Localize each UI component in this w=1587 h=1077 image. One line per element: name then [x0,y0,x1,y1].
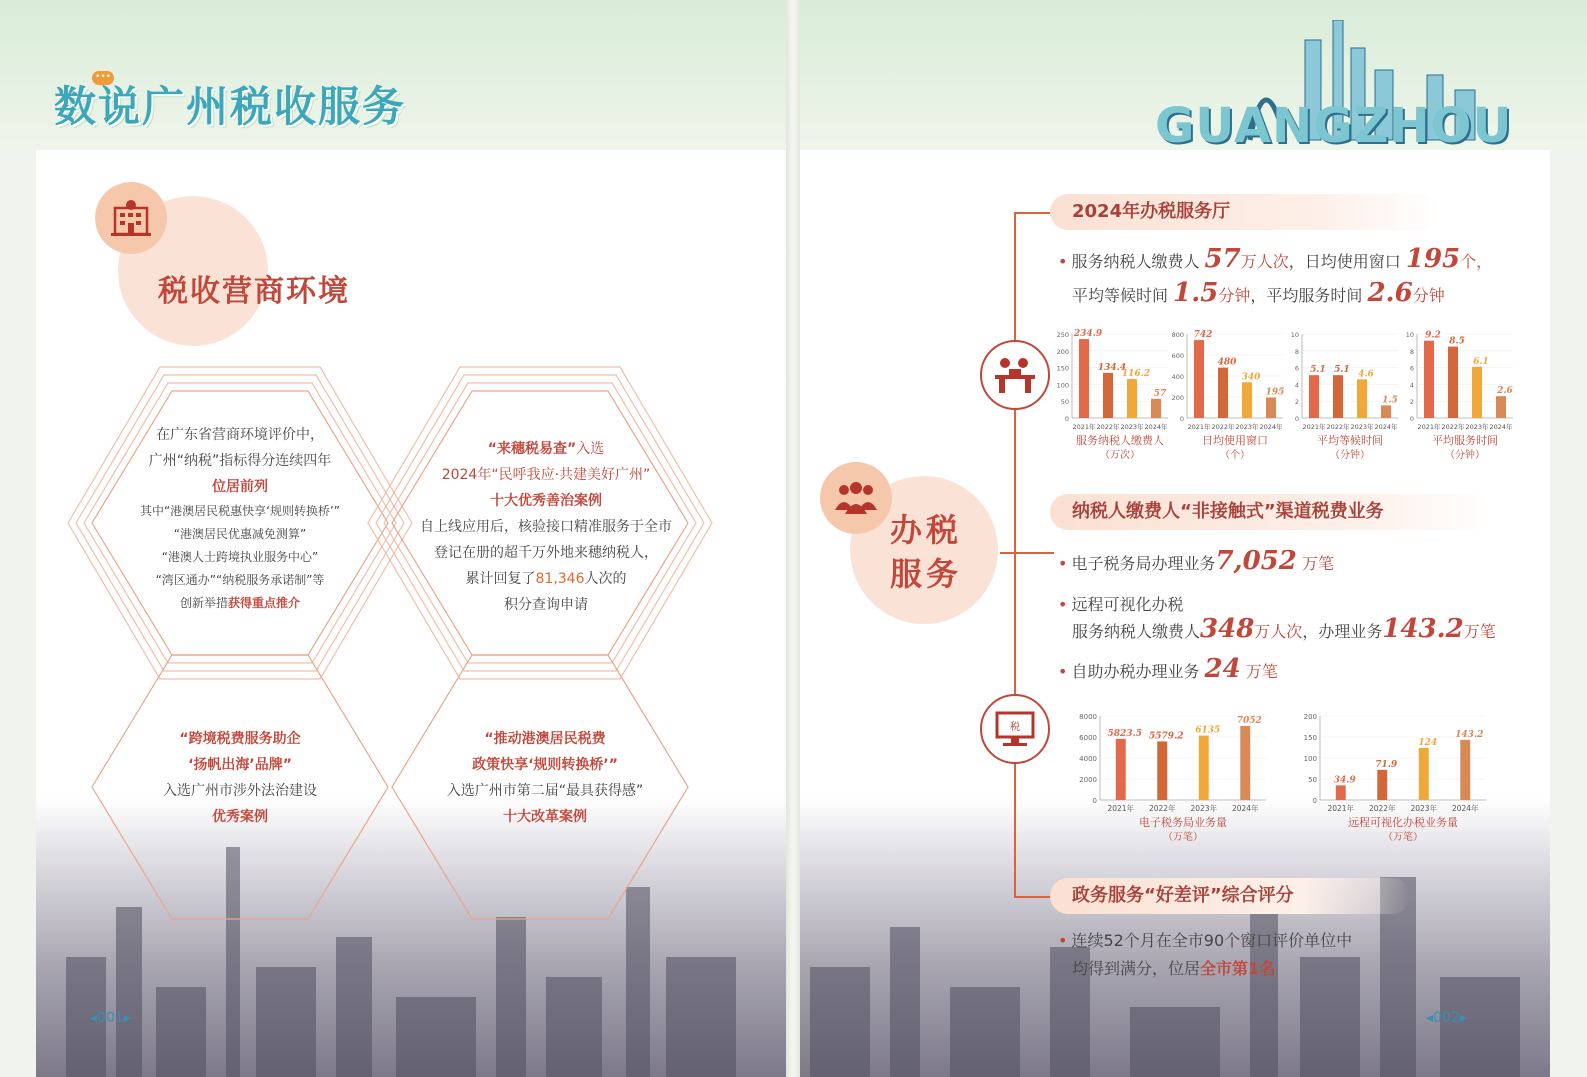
bar [1309,375,1319,418]
hex2-line: 登记在册的超千万外地来穗纳税人， [434,545,658,561]
y-tick-label: 50 [1308,776,1317,784]
stat-unit: 分钟 [1412,286,1445,305]
y-tick-label: 200 [1303,713,1317,721]
x-tick-label: 2023年 [1465,423,1489,431]
x-tick-label: 2024年 [1489,423,1513,431]
section-title-line: 服务 [890,555,963,593]
y-tick-label: 4 [1294,381,1299,390]
hex1-line: 在广东省营商环境评价中， [156,427,324,443]
stat-text: ，平均服务时间 [1250,286,1363,305]
data-label: 5.1 [1310,365,1326,376]
chart-unit: （分钟） [1330,450,1370,461]
hex4-line: 入选广州市第二届“最具获得感” [446,783,644,799]
y-tick-label: 800 [1171,331,1184,339]
x-tick-label: 2023年 [1190,804,1218,813]
data-label: 1.5 [1382,395,1398,406]
data-label: 34.9 [1333,775,1356,786]
x-tick-label: 2021年 [1417,423,1441,431]
chart-daily-windows [1165,326,1287,466]
stat-text: 服务纳税人缴费人 [1072,622,1201,641]
bar [1157,741,1167,800]
section-title-tax-service [890,508,962,596]
stat-text: 电子税务局办理业务 [1071,554,1216,573]
y-tick-label: 2000 [1079,776,1097,784]
stat-unit: 万笔 [1463,622,1496,641]
data-label: 71.9 [1375,759,1398,770]
hex1-highlight: 位居前列 [212,479,268,495]
timeline-branch [1014,896,1054,898]
data-label: 8.5 [1449,336,1465,347]
bar [1242,382,1252,418]
subsection-pill-service-hall: 2024年办税服务厅 [1050,194,1440,230]
data-label: 5.1 [1334,365,1350,376]
bar [1357,379,1367,418]
stat-line [1072,614,1496,644]
chart-unit: （个） [1220,450,1250,461]
hex4-highlight: “推动港澳居民税费 [484,731,606,747]
x-tick-label: 2021年 [1072,423,1096,431]
data-label: 480 [1217,357,1237,368]
hex-tax-query-case [396,436,696,618]
x-tick-label: 2024年 [1231,804,1259,813]
y-tick-label: 0 [1092,797,1097,805]
y-tick-label: 4000 [1079,755,1097,763]
y-tick-label: 10 [1290,331,1299,339]
page-number-text: 001 [97,1010,124,1026]
data-label: 5579.2 [1149,731,1184,742]
data-label: 124 [1418,737,1438,748]
stat-text: ，办理业务 [1302,622,1383,641]
hex2-line: 入选 [576,441,605,457]
subsection-pill-contactless: 纳税人缴费人“非接触式”渠道税费业务 [1050,494,1490,530]
tax-terminal-icon [980,694,1050,764]
x-tick-label: 2022年 [1441,423,1465,431]
bar [1240,726,1250,800]
stat-line [1072,278,1445,308]
section-title-business-env: 税收营商环境 [158,274,350,309]
hex1-line: “港澳人士跨境执业服务中心” [161,550,319,564]
bar [1333,375,1343,418]
bar [1103,373,1113,418]
y-tick-label: 2 [1294,398,1299,407]
page-number-left: ◂001▸ [90,1010,131,1026]
x-tick-label: 2023年 [1350,423,1374,431]
stat-text: 均得到满分，位居 [1072,959,1201,978]
svg-text:税: 税 [1010,722,1020,733]
chart-title: 电子税务局业务量 [1139,816,1227,829]
stat-line [1072,956,1275,979]
bar [1116,739,1126,800]
chart-unit: （分钟） [1445,450,1485,461]
section-title-line: 办税 [890,511,963,549]
y-tick-label: 600 [1171,352,1184,360]
x-tick-label: 2022年 [1148,804,1176,813]
hex3-highlight: ‘扬帆出海’品牌” [188,757,292,773]
data-label: 134.4 [1097,362,1127,373]
hex2-line: 自上线应用后，核验接口精准服务于全市 [420,519,672,535]
page-fold [786,0,800,1077]
data-label: 2.6 [1497,386,1513,397]
hex3-highlight: “跨境税费服务助企 [179,731,301,747]
stat-unit: 万人次 [1254,622,1303,641]
y-tick-label: 4 [1409,381,1414,390]
hex2-line: 人次的 [584,571,627,587]
chart-title: 日均使用窗口 [1202,434,1268,447]
hex3-highlight: 优秀案例 [212,809,268,825]
x-tick-label: 2023年 [1235,423,1259,431]
chart-unit: （万次） [1100,450,1140,461]
y-tick-label: 8 [1294,347,1299,356]
subsection-pill-evaluation: 政务服务“好差评”综合评分 [1050,878,1410,914]
stat-unit: 万人次 [1240,252,1289,271]
x-tick-label: 2021年 [1107,804,1135,813]
stat-line: • 远程可视化办税 [1058,595,1184,614]
y-tick-label: 200 [1056,347,1069,356]
x-tick-label: 2023年 [1410,804,1438,813]
x-tick-label: 2022年 [1096,423,1120,431]
x-tick-label: 2024年 [1451,804,1479,813]
bar [1419,748,1429,800]
x-tick-label: 2024年 [1144,423,1168,431]
stat-text: 远程可视化办税 [1071,595,1184,614]
stat-unit: 万笔 [1245,662,1278,681]
hex1-line: 创新举措 [179,596,228,610]
chart-title: 远程可视化办税业务量 [1348,816,1458,829]
hex2-line: 累计回复了 [465,571,536,587]
bar [1424,341,1434,418]
hex2-highlight: “来穗税易查” [487,441,577,457]
y-tick-label: 6000 [1079,734,1097,742]
bar [1194,340,1204,418]
data-label: 57 [1153,388,1167,399]
data-label: 7052 [1236,715,1262,726]
bar [1151,399,1161,418]
y-tick-label: 0 [1409,415,1414,423]
page-number-right: ◂002▸ [1426,1010,1467,1026]
guangzhou-logo-text: GUANGZHOU [1155,98,1513,154]
data-label: 5823.5 [1107,728,1142,739]
y-tick-label: 250 [1056,331,1069,339]
y-tick-label: 8 [1409,347,1414,356]
bar [1472,367,1482,418]
timeline-branch [1000,552,1054,554]
chart-avg-service-time [1395,326,1517,466]
stat-value: 348 [1200,614,1255,644]
chart-unit: （万笔） [1163,832,1203,843]
hex-ranking-info [100,422,380,615]
chart-remote-tax-volume [1290,708,1490,852]
hex2-highlight: 十大优秀善治案例 [490,493,602,509]
y-tick-label: 0 [1294,415,1299,423]
bar [1218,368,1228,418]
stat-value: 2.6 [1367,278,1413,308]
y-tick-label: 50 [1060,398,1069,407]
stat-highlight: 全市第1名 [1200,959,1276,978]
y-tick-label: 0 [1064,415,1069,423]
bar [1199,736,1209,800]
data-label: 9.2 [1425,330,1441,341]
hex1-line: 广州“纳税”指标得分连续四年 [148,453,332,469]
building-icon [95,182,167,254]
stat-value: 195 [1405,244,1461,274]
x-tick-label: 2021年 [1327,804,1355,813]
stat-text: 连续52个月在全市90个窗口评价单位中 [1071,931,1353,950]
stat-text: 平均等候时间 [1072,286,1169,305]
y-tick-label: 0 [1179,415,1184,423]
hex4-highlight: 政策快享‘规则转换桥’” [472,757,618,773]
chart-avg-wait-time [1280,326,1402,466]
data-label: 116.2 [1121,368,1151,379]
chart-e-tax-volume [1070,708,1270,852]
service-counter-icon [980,340,1050,410]
timeline-branch [1014,212,1054,214]
bar [1381,405,1391,418]
hex1-line: 其中“港澳居民税惠快享‘规则转换桥’” [139,504,341,518]
data-label: 234.9 [1073,329,1103,340]
stat-line: • 连续52个月在全市90个窗口评价单位中 [1058,931,1353,950]
stat-text: 服务纳税人缴费人 [1071,252,1200,271]
data-label: 6.1 [1473,356,1489,367]
stat-unit: 分钟 [1218,286,1251,305]
stat-line: • 自助办税办理业务 24 万笔 [1058,654,1278,684]
data-label: 143.2 [1455,729,1484,740]
hex1-line: “港澳居民优惠减免测算” [173,527,307,541]
x-tick-label: 2021年 [1187,423,1211,431]
y-tick-label: 8000 [1079,713,1097,721]
y-tick-label: 6 [1294,364,1299,373]
hex4-highlight: 十大改革案例 [503,809,587,825]
y-tick-label: 150 [1056,364,1069,373]
hex-reform-case [400,726,690,830]
data-label: 6135 [1195,725,1221,736]
stat-value: 1.5 [1173,278,1219,308]
stat-value: 143.2 [1382,614,1464,644]
bar [1266,398,1276,418]
stat-unit: 个， [1460,252,1493,271]
y-tick-label: 100 [1303,755,1317,763]
x-tick-label: 2023年 [1120,423,1144,431]
bar [1079,339,1089,418]
page-number-text: 002 [1433,1010,1460,1026]
hex1-highlight: 获得重点推介 [228,596,301,610]
x-tick-label: 2022年 [1211,423,1235,431]
x-tick-label: 2022年 [1326,423,1350,431]
stat-line: • 电子税务局办理业务7,052 万笔 [1058,546,1334,576]
y-tick-label: 6 [1409,364,1414,373]
chart-title: 服务纳税人缴费人 [1076,434,1164,447]
data-label: 340 [1241,372,1261,383]
x-tick-label: 2022年 [1368,804,1396,813]
chart-title: 平均服务时间 [1432,434,1498,447]
x-tick-label: 2021年 [1302,423,1326,431]
data-label: 4.6 [1358,369,1374,380]
x-tick-label: 2024年 [1259,423,1283,431]
y-tick-label: 0 [1312,797,1317,805]
bar [1127,379,1137,418]
y-tick-label: 150 [1303,734,1317,742]
title-dot-icon: ••• [92,71,114,85]
chart-unit: （万笔） [1383,832,1423,843]
stat-value: 7,052 [1215,546,1297,576]
hex2-line: 2024年“民呼我应·共建美好广州” [441,467,651,483]
x-tick-label: 2024年 [1374,423,1398,431]
hex2-line: 积分查询申请 [504,597,588,613]
hex1-line: “湾区通办”“纳税服务承诺制”等 [155,573,325,587]
timeline-line [1014,212,1016,896]
bar [1460,740,1470,800]
stat-value: 57 [1204,244,1241,274]
y-tick-label: 2 [1409,398,1414,407]
hex2-number: 81,346 [535,571,585,587]
hex-cross-border-brand [100,726,380,830]
stat-text: ，日均使用窗口 [1288,252,1401,271]
hex3-line: 入选广州市涉外法治建设 [163,783,317,799]
bar [1496,396,1506,418]
bar [1377,770,1387,800]
stat-unit: 万笔 [1301,554,1334,573]
page-title: 数说广州税收服务 [54,82,407,131]
data-label: 195 [1265,387,1285,398]
chart-title: 平均等候时间 [1317,434,1383,447]
y-tick-label: 100 [1056,381,1069,390]
y-tick-label: 200 [1171,394,1184,402]
stat-text: 自助办税办理业务 [1071,662,1200,681]
people-group-icon [820,462,892,534]
stat-value: 24 [1204,654,1241,684]
bar [1448,347,1458,418]
stat-line: • 服务纳税人缴费人 57万人次，日均使用窗口 195个， [1058,244,1493,274]
data-label: 742 [1193,330,1213,341]
bar [1336,785,1346,800]
y-tick-label: 10 [1405,331,1414,339]
y-tick-label: 400 [1171,373,1184,381]
chart-service-taxpayers [1050,326,1172,466]
